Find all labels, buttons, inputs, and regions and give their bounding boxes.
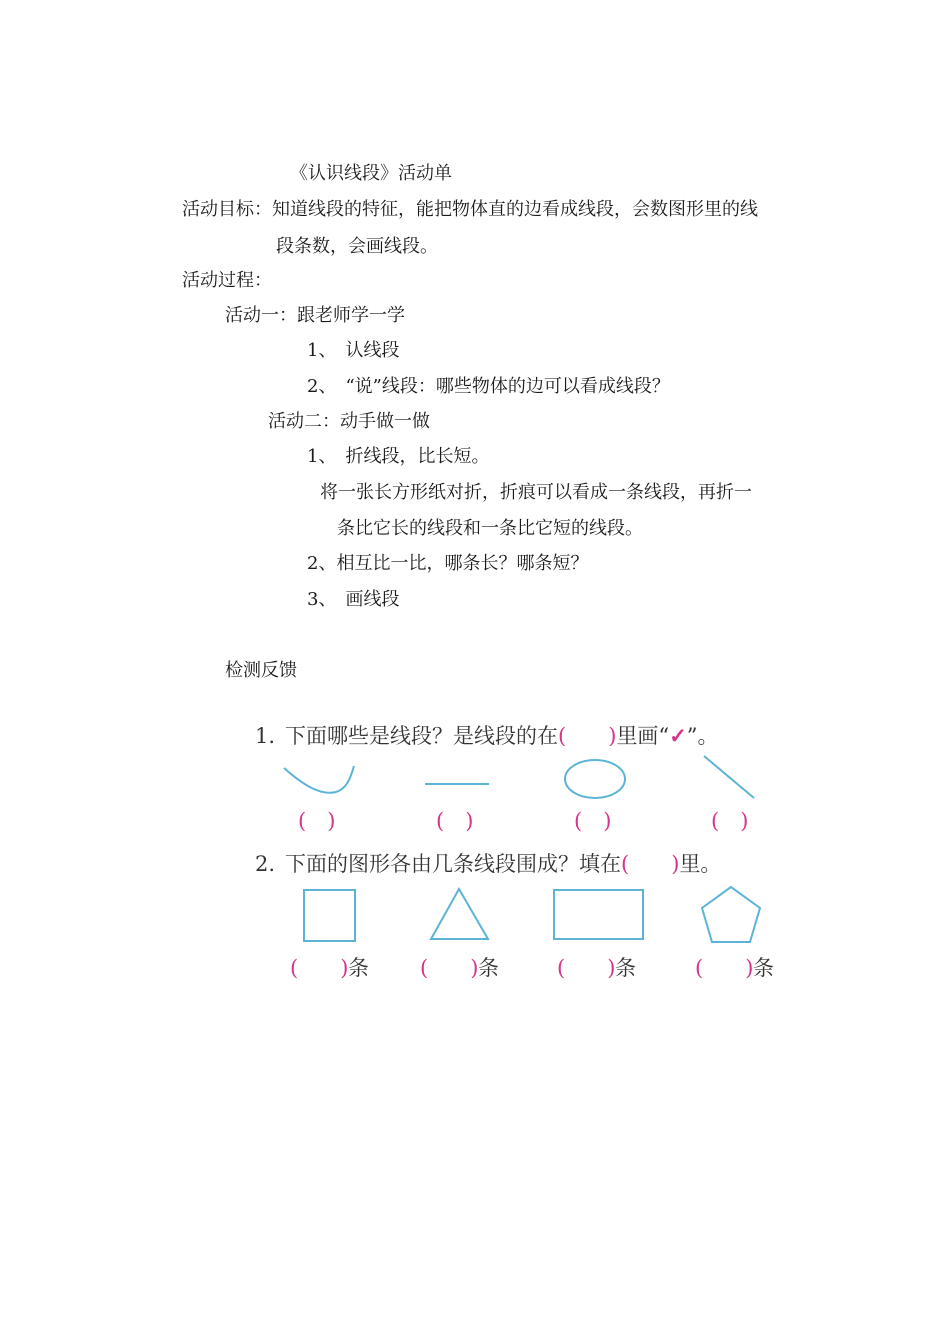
exercise2-paren: ( ) — [621, 852, 680, 876]
rectangle-shape — [552, 888, 646, 942]
exercise2-unit-3: 条 — [615, 956, 636, 980]
pentagon-shape — [698, 884, 764, 946]
exercise2-answer-blank-2[interactable]: ( ) — [420, 956, 479, 980]
activity1-item2: 2、 “说”线段：哪些物体的边可以看成线段？ — [307, 376, 670, 397]
activity1-title: 活动一：跟老师学一学 — [225, 305, 405, 326]
process-label: 活动过程： — [182, 270, 272, 291]
exercise2-number: 2. — [255, 852, 276, 876]
exercise1-text-end: ”。 — [686, 724, 719, 748]
ellipse-shape — [562, 757, 628, 801]
feedback-label: 检测反馈 — [225, 660, 297, 681]
activity2-title: 活动二：动手做一做 — [268, 411, 430, 432]
check-mark-icon: ✓ — [669, 723, 687, 748]
exercise2-answer-blank-3[interactable]: ( ) — [557, 956, 616, 980]
exercise1-prompt — [255, 723, 719, 749]
exercise1-text-before: 下面哪些是线段？是线段的在 — [285, 724, 559, 748]
segment-shape — [423, 779, 493, 789]
document-title: 《认识线段》活动单 — [290, 163, 452, 184]
activity1-item1: 1、 认线段 — [307, 340, 400, 361]
curve-shape — [280, 762, 360, 802]
exercise2-unit-1: 条 — [348, 956, 369, 980]
slanted-segment-shape — [700, 752, 760, 802]
activity2-item1-desc-2: 条比它长的线段和一条比它短的线段。 — [337, 518, 643, 539]
exercise2-prompt — [255, 851, 721, 877]
activity2-item2: 2、相互比一比，哪条长？哪条短？ — [307, 553, 589, 574]
exercise1-paren: ( ) — [558, 724, 617, 748]
goal-line-1: 活动目标：知道线段的特征，能把物体直的边看成线段，会数图形里的线 — [182, 199, 758, 220]
activity2-item1: 1、 折线段，比长短。 — [307, 446, 490, 467]
exercise1-text-after: 里画“ — [616, 724, 670, 748]
goal-line-2: 段条数，会画线段。 — [276, 236, 438, 257]
exercise2-answer-blank-1[interactable]: ( ) — [290, 956, 349, 980]
square-shape — [302, 888, 358, 944]
exercise2-unit-2: 条 — [478, 956, 499, 980]
triangle-shape — [428, 886, 492, 942]
exercise2-unit-4: 条 — [753, 956, 774, 980]
exercise2-text-after: 里。 — [679, 852, 722, 876]
activity2-item3: 3、 画线段 — [307, 589, 400, 610]
exercise2-answer-blank-4[interactable]: ( ) — [695, 956, 754, 980]
exercise1-number: 1. — [255, 724, 276, 748]
exercise2-text-before: 下面的图形各由几条线段围成？填在 — [285, 852, 622, 876]
exercise1-answer-blank-3[interactable]: ( ) — [574, 809, 612, 833]
activity2-item1-desc-1: 将一张长方形纸对折，折痕可以看成一条线段，再折一 — [320, 482, 752, 503]
exercise1-answer-blank-2[interactable]: ( ) — [436, 809, 474, 833]
exercise1-answer-blank-1[interactable]: ( ) — [298, 809, 336, 833]
exercise1-answer-blank-4[interactable]: ( ) — [711, 809, 749, 833]
